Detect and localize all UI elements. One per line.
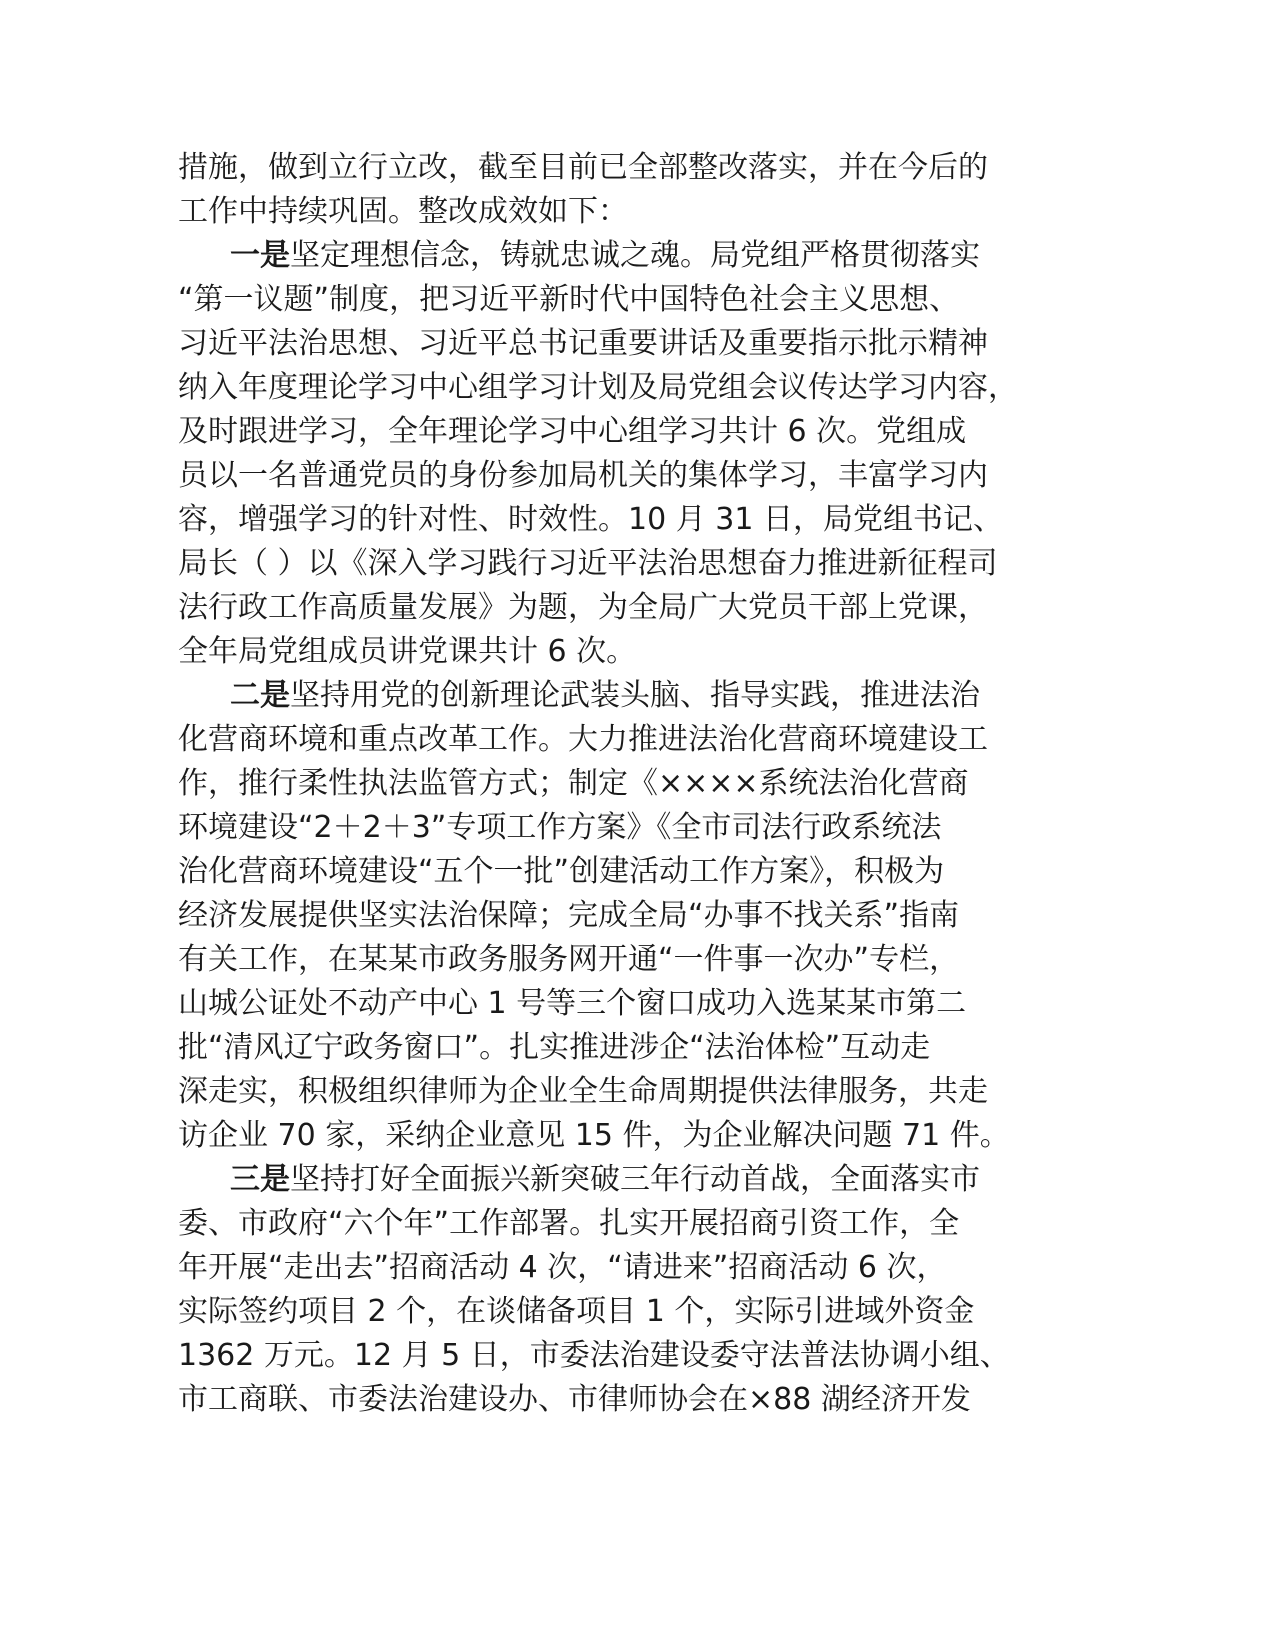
text-line: 法行政工作高质量发展》为题，为全局广大党员干部上党课， (178, 590, 988, 625)
text-line: 委、市政府“六个年”工作部署。扎实开展招商引资工作，全 (178, 1206, 960, 1241)
text-line: 1362 万元。12 月 5 日，市委法治建设委守法普法协调小组、 (178, 1338, 1010, 1373)
text-line: 员以一名普通党员的身份参加局机关的集体学习，丰富学习内 (178, 458, 988, 493)
paragraph-lead-1: 一是 (230, 238, 290, 273)
body-text (178, 146, 1058, 1422)
text-line: 习近平法治思想、习近平总书记重要讲话及重要指示批示精神 (178, 326, 988, 361)
text-line: 年开展“走出去”招商活动 4 次，“请进来”招商活动 6 次， (178, 1250, 947, 1285)
text-line: 访企业 70 家，采纳企业意见 15 件，为企业解决问题 71 件。 (178, 1118, 1010, 1153)
text-line: 山城公证处不动产中心 1 号等三个窗口成功入选某某市第二 (178, 986, 967, 1021)
text-line: 纳入年度理论学习中心组学习计划及局党组会议传达学习内容， (178, 370, 1018, 405)
text-line: 措施，做到立行立改，截至目前已全部整改落实，并在今后的 (178, 150, 988, 185)
text-line: 全年局党组成员讲党课共计 6 次。 (178, 634, 637, 669)
text-line: 坚持打好全面振兴新突破三年行动首战，全面落实市 (290, 1162, 980, 1197)
text-line: 经济发展提供坚实法治保障；完成全局“办事不找关系”指南 (178, 898, 960, 933)
text-line: 化营商环境和重点改革工作。大力推进法治化营商环境建设工 (178, 722, 988, 757)
text-line: 容，增强学习的针对性、时效性。10 月 31 日，局党组书记、 (178, 502, 1003, 537)
text-line: 批“清风辽宁政务窗口”。扎实推进涉企“法治体检”互动走 (178, 1030, 931, 1065)
paragraph-1-first-line (178, 234, 1058, 278)
text-line: 环境建设“2＋2＋3”专项工作方案》《全市司法行政系统法 (178, 810, 942, 845)
text-line: 市工商联、市委法治建设办、市律师协会在×88 湖经济开发 (178, 1382, 971, 1417)
text-line: 深走实，积极组织律师为企业全生命周期提供法律服务，共走 (178, 1074, 988, 1109)
paragraph-2-first-line (178, 674, 1058, 718)
text-line: 实际签约项目 2 个，在谈储备项目 1 个，实际引进域外资金 (178, 1294, 975, 1329)
text-line: 工作中持续巩固。整改成效如下： (178, 194, 628, 229)
text-line: 作，推行柔性执法监管方式；制定《××××系统法治化营商 (178, 766, 969, 801)
text-line: 有关工作，在某某市政务服务网开通“一件事一次办”专栏， (178, 942, 960, 977)
paragraph-lead-3: 三是 (230, 1162, 290, 1197)
text-line: 局长（ ）以《深入学习践行习近平法治思想奋力推进新征程司 (178, 546, 998, 581)
text-line: 坚持用党的创新理论武装头脑、指导实践，推进法治 (290, 678, 980, 713)
text-line: 及时跟进学习，全年理论学习中心组学习共计 6 次。党组成 (178, 414, 967, 449)
text-line: 坚定理想信念，铸就忠诚之魂。局党组严格贯彻落实 (290, 238, 980, 273)
paragraph-lead-2: 二是 (230, 678, 290, 713)
text-line: “第一议题”制度，把习近平新时代中国特色社会主义思想、 (178, 282, 960, 317)
paragraph-3-first-line (178, 1158, 1058, 1202)
text-line: 治化营商环境建设“五个一批”创建活动工作方案》，积极为 (178, 854, 945, 889)
